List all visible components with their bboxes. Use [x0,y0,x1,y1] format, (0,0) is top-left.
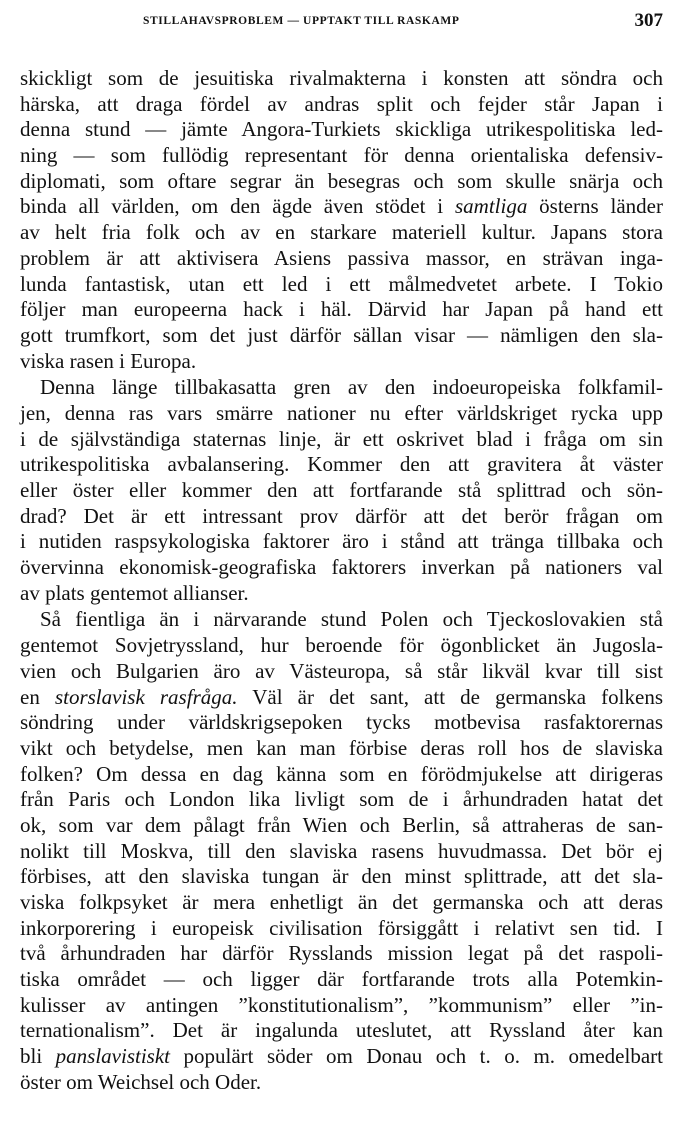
text-segment: inkorporering i europeisk civilisation försiggått i relativt sen tid. I [20,915,663,940]
text-line [20,143,663,169]
text-line [20,92,663,118]
text-segment: Denna länge tillbakasatta gren av den indoeuropeiska folkfamil- [40,375,663,400]
text-segment: ning — som fullödig representant för denna orientaliska defensiv- [20,143,663,168]
text-segment: bli [20,1044,56,1069]
text-line [20,504,663,530]
text-line [20,401,663,427]
text-segment: problem är att aktivisera Asiens passiva massor, en strävan inga- [20,245,663,270]
text-line [20,710,663,736]
text-line [20,169,663,195]
running-title: STILLAHAVSPROBLEM — UPPTAKT TILL RASKAMP [143,15,460,27]
text-segment: diplomati, som oftare segrar än besegras och som skulle snärja och [20,168,663,193]
text-line [20,1070,663,1096]
text-segment: vien och Bulgarien äro av Västeuropa, så står likväl kvar till sist [20,658,663,683]
text-segment: tiska området — och ligger där fortfarande trots alla Potemkin- [20,967,663,992]
text-line [20,529,663,555]
text-line [20,813,663,839]
text-line [20,864,663,890]
text-segment: viska folkpsyket är mera enhetligt än det germanska och att deras [20,890,663,914]
text-line [20,427,663,453]
text-line [20,555,663,581]
text-segment: skickligt som de jesuitiska rivalmakterna i konsten att söndra och [20,66,663,90]
text-line [20,659,663,685]
paragraph [20,607,663,1095]
text-segment: viska rasen i Europa. [20,348,197,373]
text-line [20,581,663,607]
body-text [20,66,663,1096]
text-line [20,607,663,633]
text-segment: utrikespolitiska avbalansering. Kommer den att gravitera åt väster [20,452,663,477]
text-segment: binda all världen, om den ägde även stödet i [20,194,455,219]
text-segment: en [20,684,55,709]
text-line [20,452,663,478]
text-line [20,762,663,788]
text-line [20,478,663,504]
text-segment: i nutiden raspsykologiska faktorer äro i stånd att tränga tillbaka och [20,529,663,554]
text-line [20,839,663,865]
text-segment: övervinna ekonomisk-geografiska faktorers inverkan på nationers val [20,555,663,580]
text-segment: i de självständiga staternas linje, är ett oskrivet blad i fråga om sin [20,426,663,451]
text-segment: från Paris och London lika livligt som de i århundraden hatat det [20,787,663,812]
text-segment: folken? Om dessa en dag känna som en förödmjukelse att dirigeras [20,761,663,786]
text-line [20,246,663,272]
text-line [20,941,663,967]
text-segment: jen, denna ras vars smärre nationer nu efter världskriget rycka upp [20,400,663,425]
italic-text: panslavistiskt [55,1044,171,1069]
text-segment: Väl är det sant, att de germanska folkens [237,684,663,709]
text-line [20,375,663,401]
text-segment: eller öster eller kommer den att fortfarande stå splittrad och sön- [20,478,663,502]
text-segment: gentemot Sovjetryssland, hur beroende för ögonblicket än Jugosla- [20,633,663,658]
text-line [20,220,663,246]
text-segment: populärt söder om Donau och t. o. m. omedelbart [170,1044,663,1069]
text-segment: av plats gentemot allianser. [20,580,249,605]
text-segment: ok, som var dem pålagt från Wien och Berlin, så attraheras de san- [20,812,663,837]
text-segment: ternationalism”. Det är ingalunda uteslutet, att Ryssland åter kan [20,1018,663,1043]
text-segment: kulisser av antingen ”konstitutionalism”, ”kommunism” eller ”in- [20,992,663,1017]
text-segment: vikt och betydelse, men kan man förbise deras roll hos de slaviska [20,735,663,760]
text-line [20,916,663,942]
text-line [20,633,663,659]
text-line [20,993,663,1019]
text-line [20,349,663,375]
text-segment: öster om Weichsel och Oder. [20,1069,262,1094]
italic-text: samtliga [454,194,528,219]
text-line [20,967,663,993]
text-segment: lunda fantastisk, utan ett led i ett målmedvetet arbete. I Tokio [20,271,663,296]
text-line [20,66,663,92]
text-line [20,297,663,323]
text-segment: nolikt till Moskva, till den slaviska rasens huvudmassa. Det bör ej [20,838,663,863]
text-segment: härska, att draga fördel av andras split och fejder står Japan i [20,91,663,116]
text-segment: gott trumfkort, som det just därför sällan visar — nämligen den sla- [20,322,663,347]
text-line [20,685,663,711]
text-segment: Så fientliga än i närvarande stund Polen och Tjeckoslovakien stå [40,607,663,632]
text-segment: österns länder [527,194,663,219]
text-segment: söndring under världskrigsepoken tycks motbevisa rasfaktorernas [20,710,663,735]
text-line [20,1018,663,1044]
paragraph [20,66,663,374]
text-segment: drad? Det är ett intressant prov därför att det berör frågan om [20,503,663,528]
text-line [20,890,663,916]
page-number: 307 [634,10,663,31]
text-segment: förbises, att den slaviska tungan är den minst splittrade, att det sla- [20,864,663,889]
text-line [20,323,663,349]
text-line [20,736,663,762]
text-line [20,1044,663,1070]
text-line [20,117,663,143]
text-segment: två århundraden har därför Rysslands mission legat på det raspoli- [20,941,663,966]
text-segment: denna stund — jämte Angora-Turkiets skickliga utrikespolitiska led- [20,117,663,142]
italic-text: storslavisk rasfråga. [54,684,238,709]
text-line [20,194,663,220]
text-segment: följer man europeerna hack i häl. Därvid har Japan på hand ett [20,297,663,322]
text-line [20,272,663,298]
text-line [20,787,663,813]
paragraph [20,375,663,606]
page-header [20,10,663,34]
text-segment: av helt fria folk och av en starkare materiell kultur. Japans stora [20,220,663,245]
